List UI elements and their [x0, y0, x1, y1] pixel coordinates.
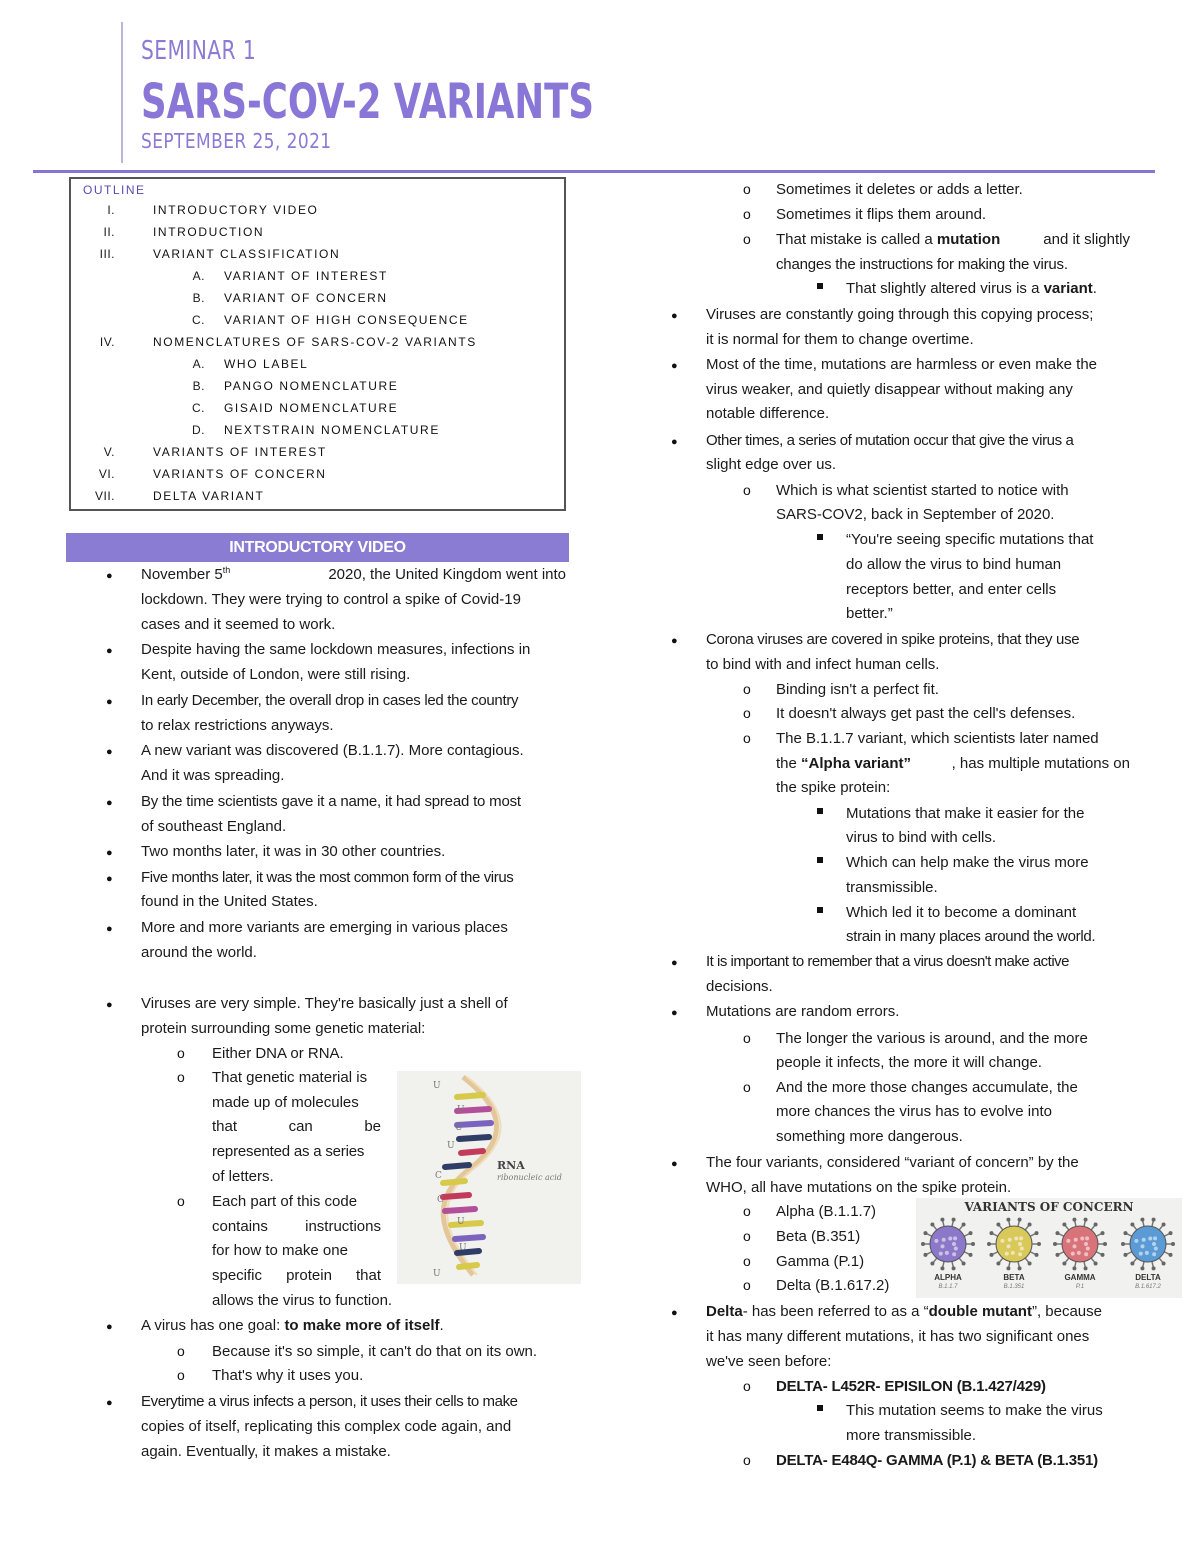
outline-item-number: C. [192, 401, 205, 415]
bullet-icon: ● [671, 1158, 678, 1170]
outline-item[interactable]: VARIANT OF CONCERN [224, 291, 388, 305]
sub-list-item: Each part of this code [212, 1193, 358, 1210]
list-item-text: it is normal for them to change overtime. [706, 331, 974, 348]
sub-list-item: The longer the various is around, and the more [776, 1030, 1088, 1047]
list-item-text: decisions. [706, 978, 773, 995]
section-banner-introductory-video: INTRODUCTORY VIDEO [66, 533, 569, 562]
document-date: SEPTEMBER 25, 2021 [141, 129, 332, 153]
sub-bullet-icon: o [743, 231, 751, 247]
voc-label-beta: BETA [1003, 1273, 1025, 1282]
sub-list-item-text: allows the virus to function. [212, 1292, 393, 1309]
bullet-icon: ● [106, 873, 113, 885]
sub-bullet-icon: o [743, 1253, 751, 1269]
sub-list-item-text: that can be [212, 1118, 381, 1135]
bullet-icon: ● [106, 696, 113, 708]
sub-list-item: That mistake is called a mutation and it slightly [776, 231, 1130, 248]
sub-list-item-text: people it infects, the more it will change. [776, 1054, 1042, 1071]
variant-item-alpha: Alpha (B.1.1.7) [776, 1203, 877, 1220]
voc-label-delta: DELTA [1135, 1273, 1161, 1282]
list-item: A virus has one goal: to make more of itself. [141, 1317, 444, 1334]
list-item-text: Kent, outside of London, were still rising. [141, 666, 411, 683]
outline-item-number: A. [192, 357, 205, 371]
outline-item-number: I. [107, 203, 115, 217]
sub-sub-list-item: “You're seeing specific mutations that [846, 531, 1094, 548]
voc-label-alpha: ALPHA [934, 1273, 962, 1282]
outline-item[interactable]: VARIANTS OF CONCERN [153, 467, 327, 481]
list-item-text: notable difference. [706, 405, 830, 422]
sub-list-item: Because it's so simple, it can't do that on its own. [212, 1343, 538, 1360]
beta-virus-icon [986, 1216, 1042, 1272]
bullet-icon: ● [106, 999, 113, 1011]
sub-list-item-text: something more dangerous. [776, 1128, 963, 1145]
sub-list-item: Sometimes it deletes or adds a letter. [776, 181, 1023, 198]
sub-list-item: DELTA- L452R- EPISILON (B.1.427/429) [776, 1378, 1046, 1395]
outline-item-number: III. [99, 247, 115, 261]
outline-item[interactable]: PANGO NOMENCLATURE [224, 379, 399, 393]
sub-list-item: It doesn't always get past the cell's defenses. [776, 705, 1076, 722]
outline-item[interactable]: DELTA VARIANT [153, 489, 265, 503]
bullet-icon: ● [671, 1307, 678, 1319]
header-accent-bar [121, 22, 123, 163]
bullet-icon: ● [106, 1321, 113, 1333]
outline-item-number: D. [192, 423, 205, 437]
rna-base-letter: U [457, 1217, 465, 1227]
rna-base-letter: U [433, 1269, 441, 1279]
sub-sub-list-item: This mutation seems to make the virus [846, 1402, 1103, 1419]
outline-item-number: IV. [99, 335, 115, 349]
delta-virus-icon [1120, 1216, 1176, 1272]
list-item-text: WHO, all have mutations on the spike protein. [706, 1179, 1012, 1196]
list-item: Despite having the same lockdown measures, infections in [141, 641, 531, 658]
voc-sublabel-delta: B.1.617.2 [1135, 1284, 1161, 1290]
voc-sublabel-alpha: B.1.1.7 [938, 1284, 958, 1290]
sub-bullet-icon: o [743, 1378, 751, 1394]
list-item: A new variant was discovered (B.1.1.7). More contagious. [141, 742, 524, 759]
sub-list-item-text: more chances the virus has to evolve into [776, 1103, 1052, 1120]
sub-sub-list-item-text: more transmissible. [846, 1427, 977, 1444]
sub-list-item: Either DNA or RNA. [212, 1045, 344, 1062]
list-item-text: we've seen before: [706, 1353, 832, 1370]
outline-item-number: B. [192, 379, 205, 393]
sub-list-item: That's why it uses you. [212, 1367, 364, 1384]
sub-list-item-text: of letters. [212, 1168, 274, 1185]
sub-bullet-icon: o [743, 482, 751, 498]
rna-base-letter: U [447, 1141, 455, 1151]
voc-sublabel-beta: B.1.351 [1003, 1284, 1025, 1290]
bullet-icon: ● [671, 360, 678, 372]
sub-bullet-icon: o [177, 1343, 185, 1359]
variant-item-gamma: Gamma (P.1) [776, 1253, 865, 1270]
list-item-text: again. Eventually, it makes a mistake. [141, 1443, 391, 1460]
list-item-text: to bind with and infect human cells. [706, 656, 940, 673]
header-divider [33, 170, 1155, 173]
sub-list-item: Binding isn't a perfect fit. [776, 681, 939, 698]
voc-sublabel-gamma: P.1 [1075, 1284, 1085, 1290]
list-item: It is important to remember that a virus doesn't make active [706, 953, 1070, 970]
sub-sub-list-item-text: do allow the virus to bind human [846, 556, 1062, 573]
sub-bullet-icon: o [743, 206, 751, 222]
variant-item-beta: Beta (B.351) [776, 1228, 861, 1245]
sub-list-item-text: the “Alpha variant” , has multiple mutations on [776, 755, 1130, 772]
sub-bullet-icon: o [743, 1277, 751, 1293]
outline-item[interactable]: INTRODUCTION [153, 225, 265, 239]
sub-bullet-icon: o [743, 181, 751, 197]
outline-heading: OUTLINE [83, 183, 146, 197]
sub-sub-list-item: Mutations that make it easier for the [846, 805, 1085, 822]
list-item-text: of southeast England. [141, 818, 287, 835]
sub-bullet-icon: o [743, 730, 751, 746]
outline-item-number: II. [103, 225, 115, 239]
variant-item-delta: Delta (B.1.617.2) [776, 1277, 890, 1294]
list-item: Two months later, it was in 30 other countries. [141, 843, 446, 860]
sub-sub-list-item-text: receptors better, and enter cells [846, 581, 1057, 598]
sub-sub-list-item-text: transmissible. [846, 879, 938, 896]
alpha-virus-icon [920, 1216, 976, 1272]
list-item-text: virus weaker, and quietly disappear without making any [706, 381, 1073, 398]
outline-item[interactable]: INTRODUCTORY VIDEO [153, 203, 319, 217]
voc-label-gamma: GAMMA [1064, 1273, 1096, 1282]
variants-of-concern-illustration [916, 1198, 1182, 1298]
rna-illustration [397, 1071, 581, 1284]
sub-list-item: And the more those changes accumulate, the [776, 1079, 1078, 1096]
rna-label: RNA [497, 1159, 525, 1172]
outline-box [69, 177, 566, 511]
document-title: SARS-COV-2 VARIANTS [141, 74, 594, 130]
list-item: Mutations are random errors. [706, 1003, 900, 1020]
list-item: Viruses are constantly going through this copying process; [706, 306, 1094, 323]
list-item: Delta- has been referred to as a “double mutant”, because [706, 1303, 1102, 1320]
sub-bullet-icon: o [743, 1203, 751, 1219]
bullet-icon: ● [106, 1397, 113, 1409]
list-item-text: around the world. [141, 944, 257, 961]
bullet-icon: ● [106, 570, 113, 582]
list-item: Most of the time, mutations are harmless or even make the [706, 356, 1098, 373]
sub-list-item: That genetic material is [212, 1069, 368, 1086]
outline-item-number: V. [103, 445, 115, 459]
sub-bullet-icon: o [177, 1069, 185, 1085]
sub-sub-list-item: Which can help make the virus more [846, 854, 1089, 871]
rna-sublabel: ribonucleic acid [497, 1173, 562, 1182]
square-bullet-icon [817, 534, 823, 540]
square-bullet-icon [817, 808, 823, 814]
list-item: More and more variants are emerging in various places [141, 919, 508, 936]
sub-list-item: Which is what scientist started to notice with [776, 482, 1069, 499]
sub-sub-list-item-text: strain in many places around the world. [846, 928, 1096, 945]
sub-list-item: Sometimes it flips them around. [776, 206, 987, 223]
sub-bullet-icon: o [743, 1452, 751, 1468]
outline-item-number: A. [192, 269, 205, 283]
sub-bullet-icon: o [743, 681, 751, 697]
sub-bullet-icon: o [177, 1367, 185, 1383]
list-item: November 5th 2020, the United Kingdom went into [141, 565, 566, 583]
sub-sub-list-item-text: virus to bind with cells. [846, 829, 997, 846]
list-item-text: found in the United States. [141, 893, 318, 910]
sub-list-item: The B.1.1.7 variant, which scientists later named [776, 730, 1099, 747]
sub-list-item-text: SARS-COV2, back in September of 2020. [776, 506, 1055, 523]
list-item-text: cases and it seemed to work. [141, 616, 336, 633]
square-bullet-icon [817, 283, 823, 289]
rna-base-letter: U [433, 1081, 441, 1091]
outline-item[interactable]: VARIANTS OF INTEREST [153, 445, 327, 459]
voc-title: VARIANTS OF CONCERN [964, 1200, 1134, 1214]
list-item: By the time scientists gave it a name, it had spread to most [141, 793, 521, 810]
list-item-text: slight edge over us. [706, 456, 837, 473]
rna-base-letter: C [437, 1195, 444, 1205]
rna-base-letter: C [435, 1171, 442, 1181]
outline-item[interactable]: VARIANT OF INTEREST [224, 269, 388, 283]
sub-list-item: DELTA- E484Q- GAMMA (P.1) & BETA (B.1.351) [776, 1452, 1098, 1469]
sub-list-item-text: for how to make one [212, 1242, 348, 1259]
sub-list-item-text: specific protein that [212, 1267, 381, 1284]
bullet-icon: ● [106, 923, 113, 935]
rna-base-letter: U [459, 1243, 467, 1253]
bullet-icon: ● [106, 645, 113, 657]
sub-bullet-icon: o [177, 1045, 185, 1061]
outline-item-number: VI. [98, 467, 115, 481]
sub-sub-list-item: Which led it to become a dominant [846, 904, 1077, 921]
rna-base-letter: U [455, 1123, 463, 1133]
list-item: Viruses are very simple. They're basically just a shell of [141, 995, 508, 1012]
outline-item[interactable]: NEXTSTRAIN NOMENCLATURE [224, 423, 440, 437]
sub-bullet-icon: o [743, 1079, 751, 1095]
list-item: In early December, the overall drop in cases led the country [141, 692, 519, 709]
sub-bullet-icon: o [743, 1228, 751, 1244]
sub-bullet-icon: o [177, 1193, 185, 1209]
square-bullet-icon [817, 1405, 823, 1411]
outline-item-number: VII. [94, 489, 115, 503]
sub-bullet-icon: o [743, 705, 751, 721]
square-bullet-icon [817, 907, 823, 913]
list-item: Five months later, it was the most common form of the virus [141, 869, 514, 886]
bullet-icon: ● [106, 847, 113, 859]
sub-list-item-text: the spike protein: [776, 779, 891, 796]
bullet-icon: ● [106, 746, 113, 758]
sub-list-item-text: made up of molecules [212, 1094, 359, 1111]
seminar-label: SEMINAR 1 [141, 36, 257, 66]
sub-list-item-text: represented as a series [212, 1143, 365, 1160]
list-item-text: to relax restrictions anyways. [141, 717, 334, 734]
outline-item[interactable]: VARIANT CLASSIFICATION [153, 247, 341, 261]
sub-list-item-text: contains instructions [212, 1218, 381, 1235]
list-item-text: copies of itself, replicating this complex code again, and [141, 1418, 512, 1435]
list-item: The four variants, considered “variant of concern” by the [706, 1154, 1079, 1171]
outline-item-number: C. [192, 313, 205, 327]
outline-item[interactable]: WHO LABEL [224, 357, 309, 371]
bullet-icon: ● [106, 797, 113, 809]
square-bullet-icon [817, 857, 823, 863]
bullet-icon: ● [671, 635, 678, 647]
list-item-text: And it was spreading. [141, 767, 285, 784]
sub-sub-list-item-text: better.” [846, 605, 893, 622]
outline-item[interactable]: VARIANT OF HIGH CONSEQUENCE [224, 313, 469, 327]
bullet-icon: ● [671, 436, 678, 448]
list-item: Everytime a virus infects a person, it uses their cells to make [141, 1393, 518, 1410]
sub-bullet-icon: o [743, 1030, 751, 1046]
list-item-text: protein surrounding some genetic material: [141, 1020, 426, 1037]
outline-item[interactable]: NOMENCLATURES OF SARS-COV-2 VARIANTS [153, 335, 477, 349]
list-item: Corona viruses are covered in spike proteins, that they use [706, 631, 1080, 648]
sub-list-item-text: changes the instructions for making the virus. [776, 256, 1068, 273]
outline-item[interactable]: GISAID NOMENCLATURE [224, 401, 399, 415]
bullet-icon: ● [671, 1007, 678, 1019]
rna-base-letter: U [457, 1105, 465, 1115]
bullet-icon: ● [671, 957, 678, 969]
sub-sub-list-item: That slightly altered virus is a variant. [846, 280, 1097, 297]
bullet-icon: ● [671, 310, 678, 322]
list-item-text: it has many different mutations, it has two significant ones [706, 1328, 1090, 1345]
list-item: Other times, a series of mutation occur that give the virus a [706, 432, 1074, 449]
list-item-text: lockdown. They were trying to control a spike of Covid-19 [141, 591, 521, 608]
outline-item-number: B. [192, 291, 205, 305]
gamma-virus-icon [1052, 1216, 1108, 1272]
